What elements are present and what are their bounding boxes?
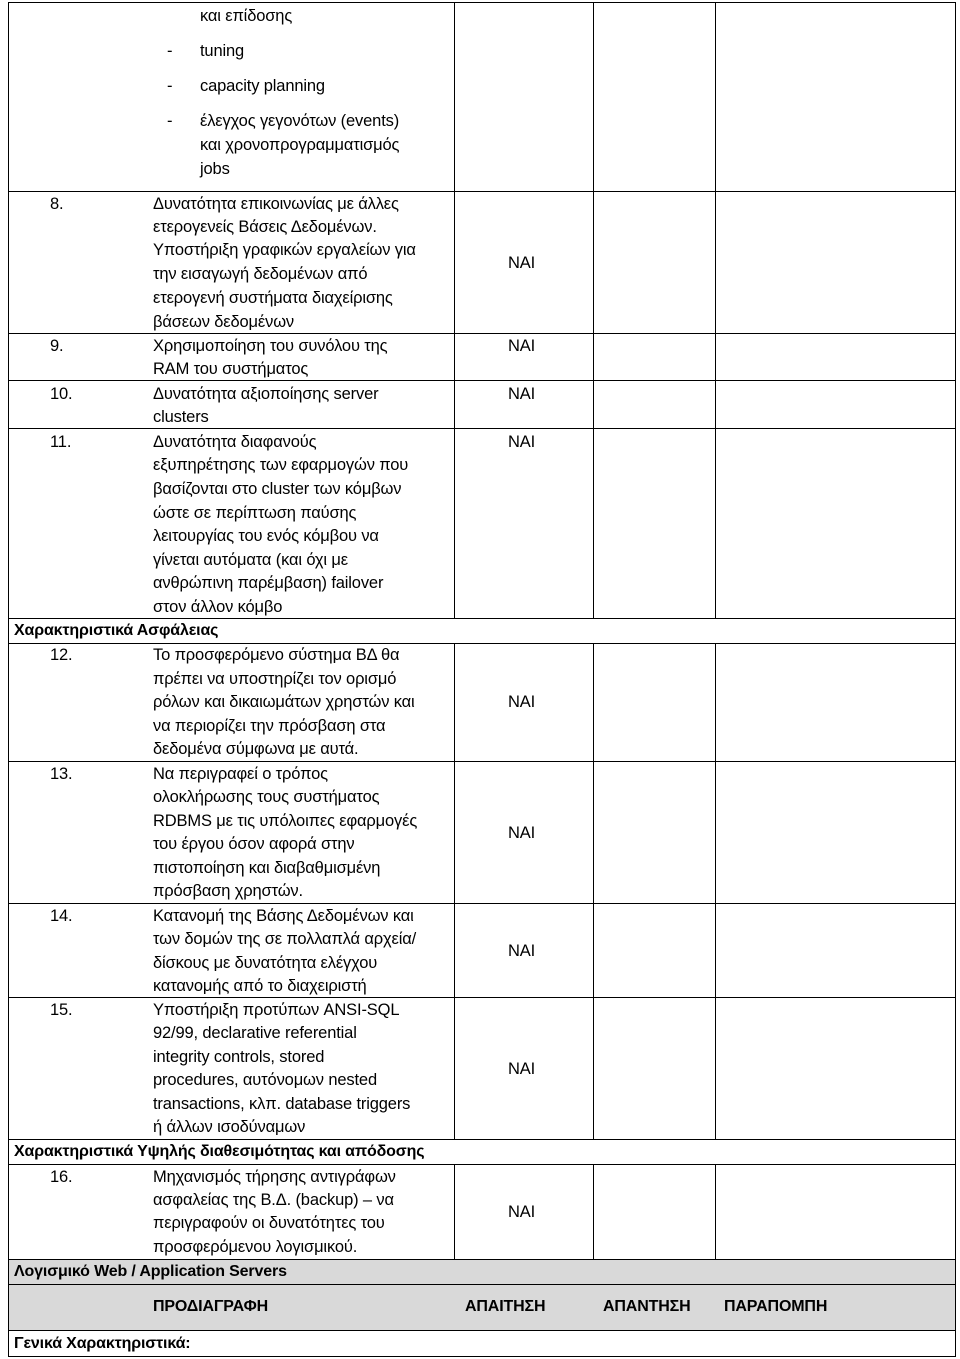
row-border: [8, 380, 956, 381]
column-border: [715, 1164, 716, 1260]
req-text: Υποστήριξη προτύπων ANSI-SQL: [153, 1001, 400, 1019]
req-text: ώστε σε περίπτωση παύσης: [153, 504, 357, 522]
req-text: βάσεων δεδομένων: [153, 313, 295, 331]
list-item: έλεγχος γεγονότων (events): [200, 112, 400, 130]
column-border: [454, 1164, 455, 1260]
list-continuation: και επίδοσης: [200, 7, 293, 25]
row-border: [8, 2, 956, 3]
row-border: [8, 1284, 956, 1285]
column-border: [454, 2, 455, 619]
req-answer: ΝΑΙ: [508, 1203, 536, 1221]
req-text: Χρησιμοποίηση του συνόλου της: [153, 337, 388, 355]
column-border: [715, 2, 716, 619]
req-text: πρόσβαση χρηστών.: [153, 882, 303, 900]
req-answer: ΝΑΙ: [508, 385, 536, 403]
row-border: [8, 643, 956, 644]
req-text: γίνεται αυτόματα (και όχι με: [153, 551, 348, 569]
list-item: capacity planning: [200, 77, 325, 95]
row-border: [8, 191, 956, 192]
row-border: [8, 428, 956, 429]
req-text: RDBMS με τις υπόλοιπες εφαρμογές: [153, 812, 418, 830]
req-text: Δυνατότητα διαφανούς: [153, 433, 317, 451]
req-text: ασφαλείας της Β.Δ. (backup) – να: [153, 1191, 394, 1209]
req-text: λειτουργίας του ενός κόμβου να: [153, 527, 379, 545]
list-item: jobs: [200, 160, 230, 178]
req-text: clusters: [153, 408, 209, 426]
row-border: [8, 1330, 956, 1331]
req-text: Δυνατότητα επικοινωνίας με άλλες: [153, 195, 399, 213]
req-text: περιγραφούν οι δυνατότητες του: [153, 1214, 385, 1232]
req-text: ή άλλων ισοδύναμων: [153, 1118, 306, 1136]
section-heading-security: Χαρακτηριστικά Ασφάλειας: [14, 622, 219, 639]
req-text: ετερογενή συστήματα διαχείρισης: [153, 289, 393, 307]
req-text: RAM του συστήματος: [153, 360, 309, 378]
section-heading-availability: Χαρακτηριστικά Υψηλής διαθεσιμότητας και απόδοσης: [14, 1143, 425, 1160]
list-dash: -: [167, 77, 173, 95]
req-text: πρέπει να υποστηρίζει τον ορισμό: [153, 670, 397, 688]
section-heading-web-servers: Λογισμικό Web / Application Servers: [14, 1263, 287, 1280]
req-text: στον άλλον κόμβο: [153, 598, 283, 616]
req-text: προσφερόμενου λογισμικού.: [153, 1238, 358, 1256]
column-header-answer: ΑΠΑΝΤΗΣΗ: [603, 1298, 691, 1315]
req-answer: ΝΑΙ: [508, 942, 536, 960]
req-text: την εισαγωγή δεδομένων από: [153, 265, 368, 283]
list-item: και χρονοπρογραμματισμός: [200, 136, 400, 154]
req-text: Μηχανισμός τήρησης αντιγράφων: [153, 1168, 396, 1186]
column-border: [715, 643, 716, 1140]
column-header-reference: ΠΑΡΑΠΟΜΠΗ: [724, 1298, 828, 1315]
req-text: Υποστήριξη γραφικών εργαλείων για: [153, 241, 416, 259]
req-answer: ΝΑΙ: [508, 433, 536, 451]
column-border: [593, 643, 594, 1140]
list-dash: -: [167, 112, 173, 130]
req-number: 11.: [50, 433, 72, 451]
req-text: ετερογενείς Βάσεις Δεδομένων.: [153, 218, 377, 236]
list-dash: -: [167, 42, 173, 60]
req-text: integrity controls, stored: [153, 1048, 325, 1066]
req-number: 10.: [50, 385, 73, 403]
req-text: procedures, αυτόνομων nested: [153, 1071, 377, 1089]
column-border: [8, 1164, 9, 1165]
list-item: tuning: [200, 42, 245, 60]
req-text: Να περιγραφεί ο τρόπος: [153, 765, 328, 783]
req-number: 12.: [50, 646, 73, 664]
row-border: [8, 333, 956, 334]
req-answer: ΝΑΙ: [508, 824, 536, 842]
req-text: transactions, κλπ. database triggers: [153, 1095, 411, 1113]
req-answer: ΝΑΙ: [508, 254, 536, 272]
outer-left-border: [8, 2, 9, 1357]
column-border: [454, 643, 455, 1140]
section-heading-general: Γενικά Χαρακτηριστικά:: [14, 1335, 191, 1352]
column-border: [593, 2, 594, 619]
req-text: να περιορίζει την πρόσβαση στα: [153, 717, 386, 735]
row-border: [8, 1356, 956, 1357]
req-text: εξυπηρέτησης των εφαρμογών που: [153, 456, 409, 474]
req-text: ρόλων και δικαιωμάτων χρηστών και: [153, 693, 415, 711]
req-text: 92/99, declarative referential: [153, 1024, 357, 1042]
req-text: Το προσφερόμενο σύστημα ΒΔ θα: [153, 646, 400, 664]
req-answer: ΝΑΙ: [508, 337, 536, 355]
column-header-requirement: ΑΠΑΙΤΗΣΗ: [465, 1298, 546, 1315]
req-text: δεδομένα σύμφωνα με αυτά.: [153, 740, 359, 758]
req-number: 15.: [50, 1001, 73, 1019]
req-number: 9.: [50, 337, 64, 355]
row-border: [8, 1164, 956, 1165]
req-text: Δυνατότητα αξιοποίησης server: [153, 385, 379, 403]
req-number: 16.: [50, 1168, 73, 1186]
req-text: ανθρώπινη παρέμβαση) failover: [153, 574, 384, 592]
req-text: Κατανομή της Βάσης Δεδομένων και: [153, 907, 414, 925]
req-text: κατανομής από το διαχειριστή: [153, 977, 367, 995]
row-border: [8, 761, 956, 762]
req-number: 14.: [50, 907, 73, 925]
req-text: πιστοποίηση και διαβαθμισμένη: [153, 859, 381, 877]
req-text: του έργου όσον αφορά στην: [153, 835, 355, 853]
req-number: 13.: [50, 765, 73, 783]
row-border: [8, 997, 956, 998]
req-answer: ΝΑΙ: [508, 1060, 536, 1078]
column-header-spec: ΠΡΟΔΙΑΓΡΑΦΗ: [153, 1298, 269, 1315]
column-border: [593, 1164, 594, 1260]
req-text: βασίζονται στο cluster των κόμβων: [153, 480, 402, 498]
req-answer: ΝΑΙ: [508, 693, 536, 711]
req-text: των δομών της σε πολλαπλά αρχεία/: [153, 930, 417, 948]
row-border: [8, 903, 956, 904]
outer-right-border: [955, 2, 956, 1357]
req-text: ολοκλήρωσης τους συστήματος: [153, 788, 380, 806]
req-text: δίσκους με δυνατότητα ελέγχου: [153, 954, 378, 972]
req-number: 8.: [50, 195, 64, 213]
